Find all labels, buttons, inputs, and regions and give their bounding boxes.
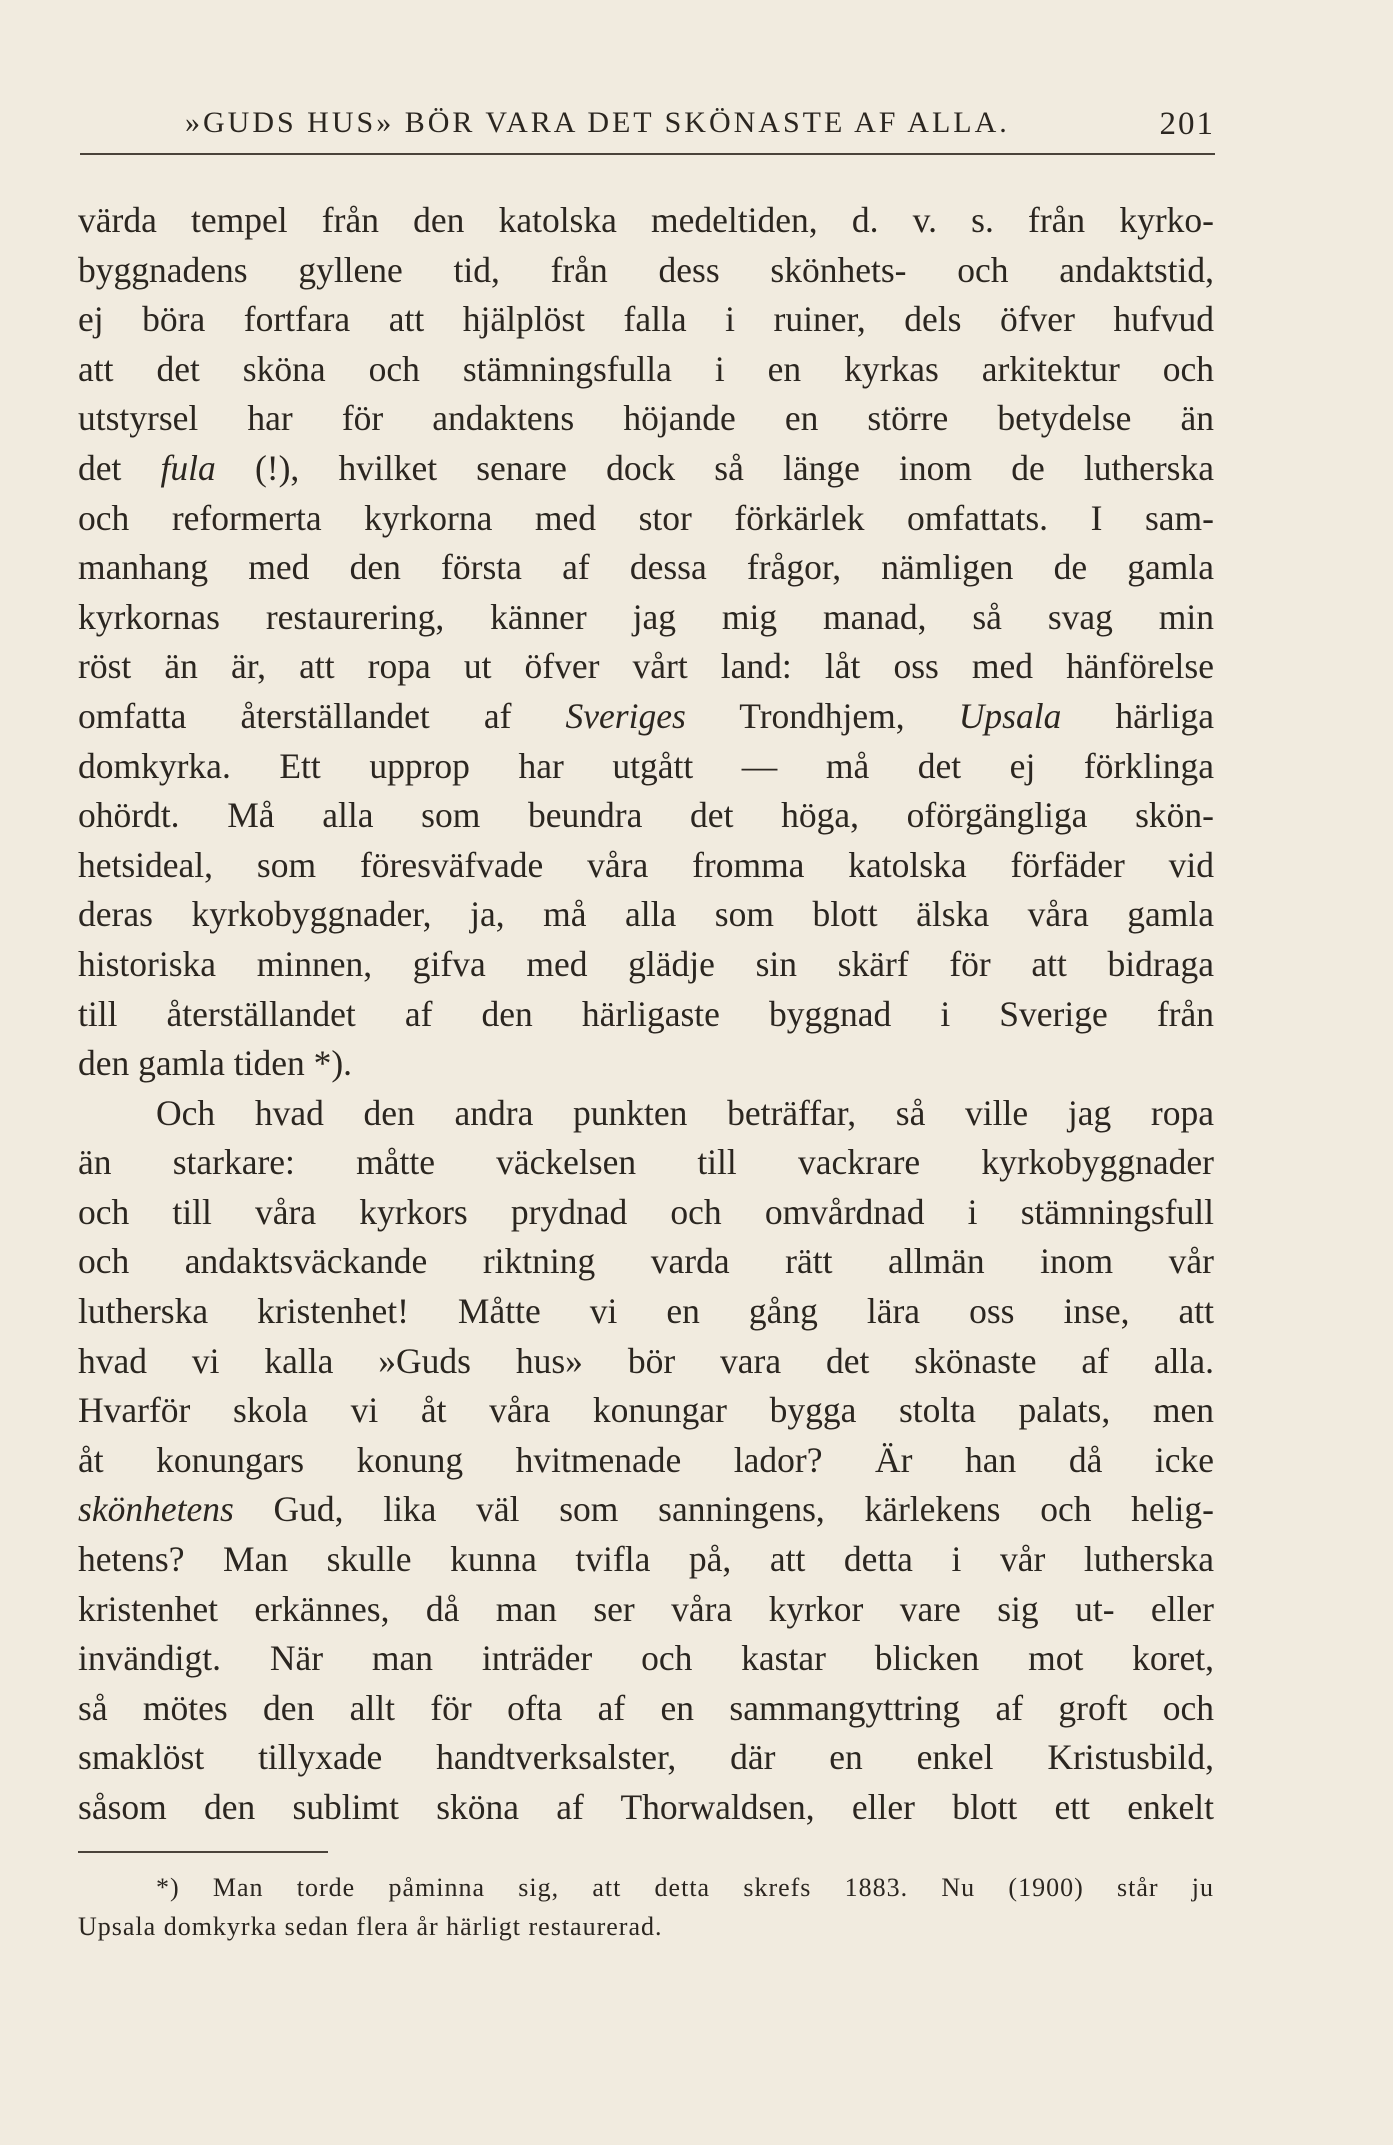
text-run: omfatta återställandet af — [78, 695, 566, 736]
text-line: domkyrka. Ett upprop har utgått — må det ej förklinga — [78, 745, 1214, 786]
text-line: den gamla tiden *). — [78, 1043, 353, 1084]
text-line: och reformerta kyrkorna med stor förkärlek omfattats. I sam- — [78, 497, 1214, 538]
text-line: manhang med den första af dessa frågor, nämligen de gamla — [78, 547, 1214, 588]
body-text — [78, 196, 1214, 1833]
text-line — [78, 444, 1214, 494]
text-line: hvad vi kalla »Guds hus» bör vara det skönaste af alla. — [78, 1340, 1214, 1381]
text-run: härliga — [1061, 695, 1214, 736]
text-line — [78, 692, 1214, 742]
text-line: utstyrsel har för andaktens höjande en större betydelse än — [78, 398, 1214, 439]
footnote-line: Upsala domkyrka sedan flera år härligt restaurerad. — [78, 1912, 663, 1941]
footnote — [78, 1868, 1214, 1946]
text-line — [78, 1485, 1214, 1535]
text-line: röst än är, att ropa ut öfver vårt land: låt oss med hänförelse — [78, 646, 1214, 687]
italic-word: fula — [160, 447, 216, 488]
footnote-line: *) Man torde påminna sig, att detta skrefs 1883. Nu (1900) står ju — [156, 1873, 1214, 1902]
text-line: deras kyrkobyggnader, ja, må alla som blott älska våra gamla — [78, 894, 1214, 935]
page-header — [80, 103, 1215, 155]
text-line: lutherska kristenhet! Måtte vi en gång lära oss inse, att — [78, 1291, 1214, 1332]
text-line: invändigt. När man inträder och kastar blicken mot koret, — [78, 1638, 1214, 1679]
text-line: till återställandet af den härligaste byggnad i Sverige från — [78, 993, 1214, 1034]
italic-word: Upsala — [958, 695, 1062, 736]
text-line: Och hvad den andra punkten beträffar, så ville jag ropa — [156, 1092, 1214, 1133]
text-run: Trondhjem, — [685, 695, 959, 736]
text-line: så mötes den allt för ofta af en sammangyttring af groft och — [78, 1687, 1214, 1728]
italic-word: Sveriges — [565, 695, 686, 736]
text-line: och andaktsväckande riktning varda rätt allmän inom vår — [78, 1241, 1214, 1282]
text-line: och till våra kyrkors prydnad och omvårdnad i stämningsfull — [78, 1191, 1214, 1232]
text-line: byggnadens gyllene tid, från dess skönhets- och andaktstid, — [78, 249, 1214, 290]
text-line: att det sköna och stämningsfulla i en kyrkas arkitektur och — [78, 348, 1214, 389]
text-line: historiska minnen, gifva med glädje sin skärf för att bidraga — [78, 943, 1214, 984]
text-line: kristenhet erkännes, då man ser våra kyrkor vare sig ut- eller — [78, 1588, 1214, 1629]
italic-word: skönhetens — [78, 1489, 234, 1530]
text-line: Hvarför skola vi åt våra konungar bygga stolta palats, men — [78, 1390, 1214, 1431]
text-run: det — [78, 447, 161, 488]
text-run: (!), hvilket senare dock så länge inom de lutherska — [215, 447, 1214, 488]
text-line: smaklöst tillyxade handtverksalster, där en enkel Kristusbild, — [78, 1737, 1214, 1778]
footnote-rule — [78, 1851, 328, 1853]
text-run: Gud, lika väl som sanningens, kärlekens och helig- — [233, 1489, 1214, 1530]
text-line: såsom den sublimt sköna af Thorwaldsen, eller blott ett enkelt — [78, 1787, 1214, 1827]
text-line: än starkare: måtte väckelsen till vackrare kyrkobyggnader — [78, 1142, 1214, 1183]
page-number: 201 — [1159, 106, 1215, 142]
text-line: hetens? Man skulle kunna tvifla på, att detta i vår lutherska — [78, 1539, 1214, 1580]
text-line: kyrkornas restaurering, känner jag mig manad, så svag min — [78, 596, 1214, 637]
text-line: ej böra fortfara att hjälplöst falla i ruiner, dels öfver hufvud — [78, 299, 1214, 340]
text-line: ohördt. Må alla som beundra det höga, oförgängliga skön- — [78, 795, 1214, 836]
text-line: värda tempel från den katolska medeltiden, d. v. s. från kyrko- — [78, 200, 1214, 240]
running-head: »GUDS HUS» BÖR VARA DET SKÖNASTE AF ALLA. — [185, 106, 1010, 139]
text-line: hetsideal, som föresväfvade våra fromma katolska förfäder vid — [78, 844, 1214, 885]
text-line: åt konungars konung hvitmenade lador? Är han då icke — [78, 1439, 1214, 1480]
